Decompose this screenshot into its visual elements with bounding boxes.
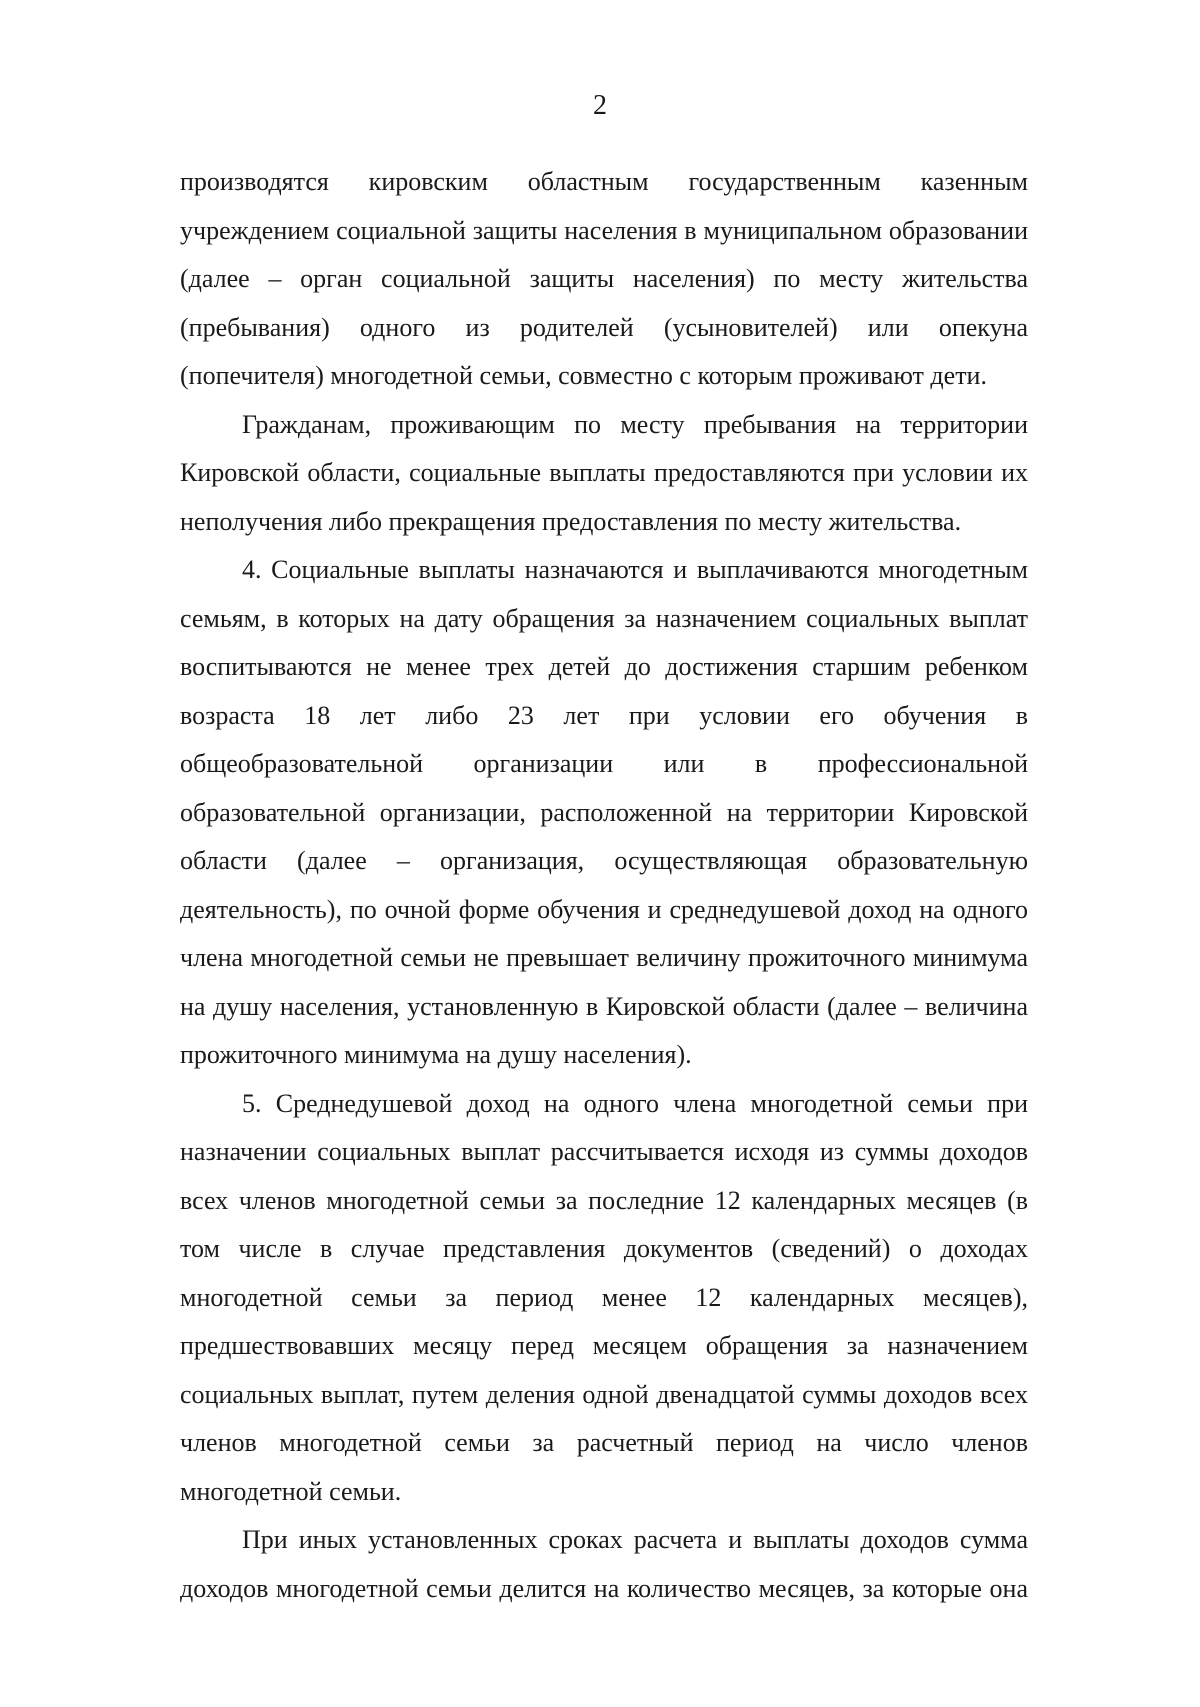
paragraph-item-4: 4. Социальные выплаты назначаются и выплачиваются многодетным семьям, в которых на дату обращения за назначением социальных выплат воспитываются не менее трех детей до достижения старшим ребенком возраста 18 лет либо 23 лет при условии его обучения в общеобразовательной организации или в профессиональной образовательной организации, расположенной на территории Кировской области (далее – организация, осуществляющая образовательную деятельность), по очной форме обучения и среднедушевой доход на одного члена многодетной семьи не превышает величину прожиточного минимума на душу населения, установленную в Кировской области (далее – величина прожиточного минимума на душу населения). [180, 555, 1028, 1069]
document-body [180, 158, 1028, 1613]
paragraph-item-5: 5. Среднедушевой доход на одного члена многодетной семьи при назначении социальных выплат рассчитывается исходя из суммы доходов всех членов многодетной семьи за последние 12 календарных месяцев (в том числе в случае представления документов (сведений) о доходах многодетной семьи за период менее 12 календарных месяцев), предшествовавших месяцу перед месяцем обращения за назначением социальных выплат, путем деления одной двенадцатой суммы доходов всех членов многодетной семьи за расчетный период на число членов многодетной семьи. [180, 1088, 1028, 1506]
paragraph-continuation: производятся кировским областным государственным казенным учреждением социальной защиты населения в муниципальном образовании (далее – орган социальной защиты населения) по месту жительства (пребывания) одного из родителей (усыновителей) или опекуна (попечителя) многодетной семьи, совместно с которым проживают дети. [180, 167, 1028, 390]
paragraph-other-terms: При иных установленных сроках расчета и выплаты доходов сумма доходов многодетной семьи делится на количество месяцев, за которые она [180, 1525, 1028, 1603]
paragraph-residence: Гражданам, проживающим по месту пребывания на территории Кировской области, социальные выплаты предоставляются при условии их неполучения либо прекращения предоставления по месту жительства. [180, 409, 1028, 536]
page-number: 2 [593, 90, 607, 121]
